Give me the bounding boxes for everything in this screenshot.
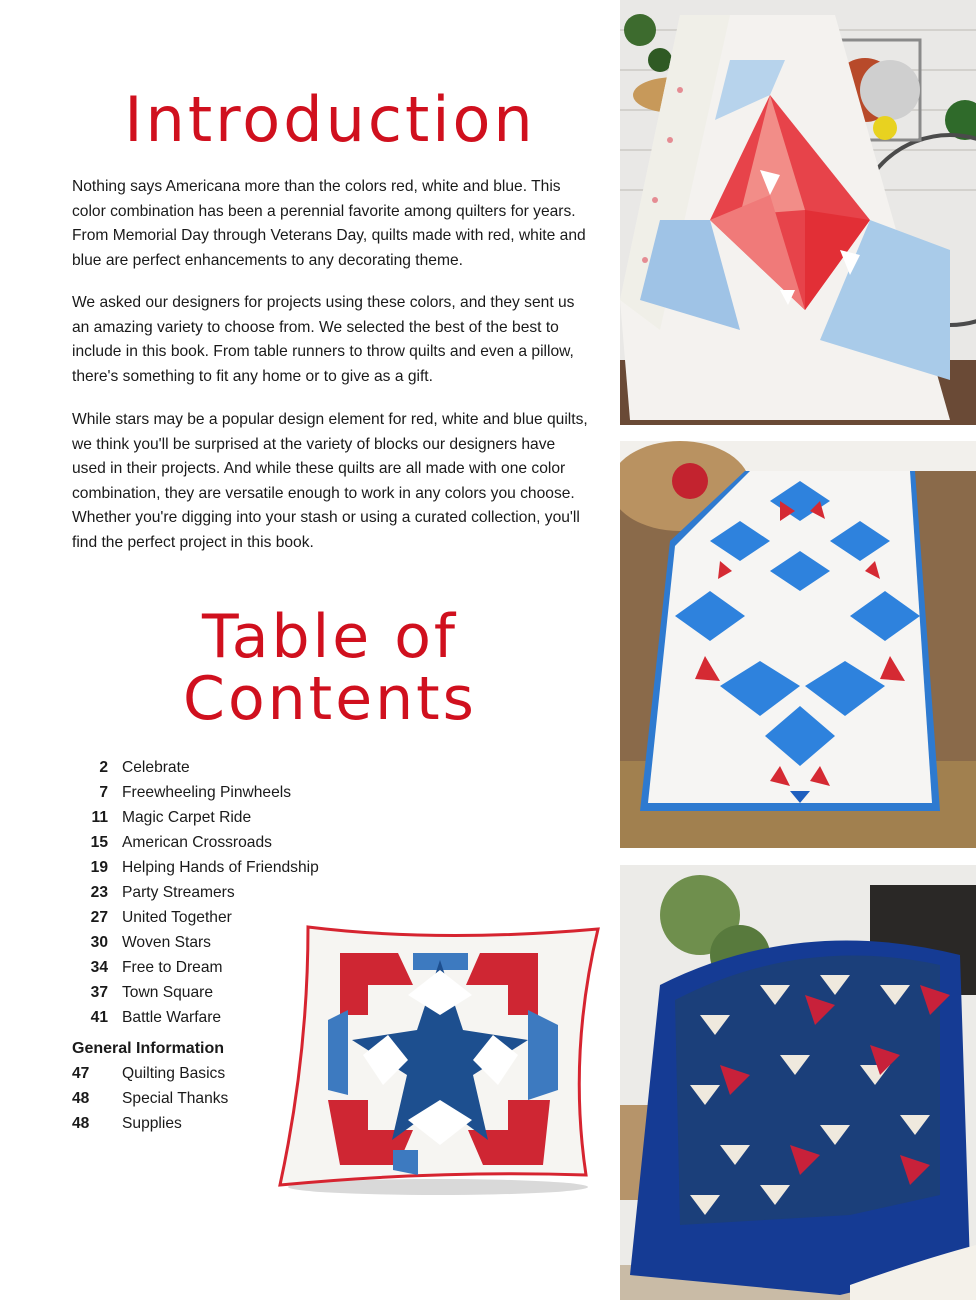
toc-page-number: 48 (72, 1114, 90, 1132)
toc-page-number: 15 (90, 833, 108, 851)
toc-entry-title: Battle Warfare (122, 1008, 222, 1026)
toc-entry-title: Party Streamers (122, 883, 235, 901)
toc-entry-title: Supplies (122, 1114, 182, 1132)
toc-entry-title: Celebrate (122, 758, 190, 776)
introduction-heading: Introduction (124, 83, 536, 156)
toc-page-number: 2 (99, 758, 108, 776)
star-pillow-photo (268, 915, 602, 1200)
toc-entry-title: Town Square (122, 983, 214, 1001)
toc-heading-line-2: Contents (183, 664, 477, 734)
toc-page-number: 37 (90, 983, 108, 1001)
toc-entry-title: American Crossroads (122, 833, 272, 851)
toc-page-number: 7 (99, 783, 108, 801)
toc-entry-title: United Together (122, 908, 232, 926)
toc-entry[interactable] (72, 855, 372, 880)
intro-paragraph-2: We asked our designers for projects using these colors, and they sent us an amazing variety to choose from. We selected the best of the best to include in this book. From table runners to throw quilts and even a pillow, there's something to fit any home or to give as a gift. (72, 294, 575, 385)
toc-section-heading: General Information (72, 1040, 225, 1057)
toc-entry-title: Woven Stars (122, 933, 211, 951)
toc-page-number: 11 (91, 808, 108, 826)
toc-entry-title: Freewheeling Pinwheels (122, 783, 292, 801)
table-runner-photo (620, 441, 976, 848)
toc-entry-title: Special Thanks (122, 1089, 229, 1107)
toc-page-number: 23 (90, 883, 108, 901)
toc-entry[interactable] (72, 755, 372, 780)
toc-page-number: 34 (90, 958, 108, 976)
navy-throw-quilt-photo (620, 865, 976, 1300)
intro-paragraph-1: Nothing says Americana more than the colors red, white and blue. This color combination has been a perennial favorite among quilters for years. From Memorial Day through Veterans Day, quilts made with red, white and blue are perfect enhancements to any decorating theme. (72, 178, 586, 269)
toc-heading (72, 602, 588, 734)
toc-page-number: 30 (90, 933, 108, 951)
toc-page-number: 48 (72, 1089, 90, 1107)
toc-entry[interactable] (72, 780, 372, 805)
toc-entry[interactable] (72, 805, 372, 830)
toc-entry-title: Magic Carpet Ride (122, 808, 252, 826)
toc-entry-title: Helping Hands of Friendship (122, 858, 319, 876)
toc-entry-title: Quilting Basics (122, 1064, 226, 1082)
toc-heading-line-1: Table of (201, 602, 459, 672)
toc-page-number: 41 (90, 1008, 108, 1026)
toc-entry[interactable] (72, 880, 372, 905)
toc-page-number: 47 (72, 1064, 90, 1082)
pinwheel-quilt-on-bicycle-photo (620, 0, 976, 425)
intro-paragraph-3: While stars may be a popular design element for red, white and blue quilts, we think you'll be surprised at the variety of blocks our designers have used in their projects. And while these quilts are all made with one color combination, they are versatile enough to work in any colors you choose. Whether you're digging into your stash or using a curated collection, you'll find the perfect project in this book. (72, 411, 588, 551)
toc-entry-title: Free to Dream (122, 958, 223, 976)
toc-page-number: 19 (90, 858, 108, 876)
toc-entry[interactable] (72, 830, 372, 855)
toc-page-number: 27 (90, 908, 108, 926)
